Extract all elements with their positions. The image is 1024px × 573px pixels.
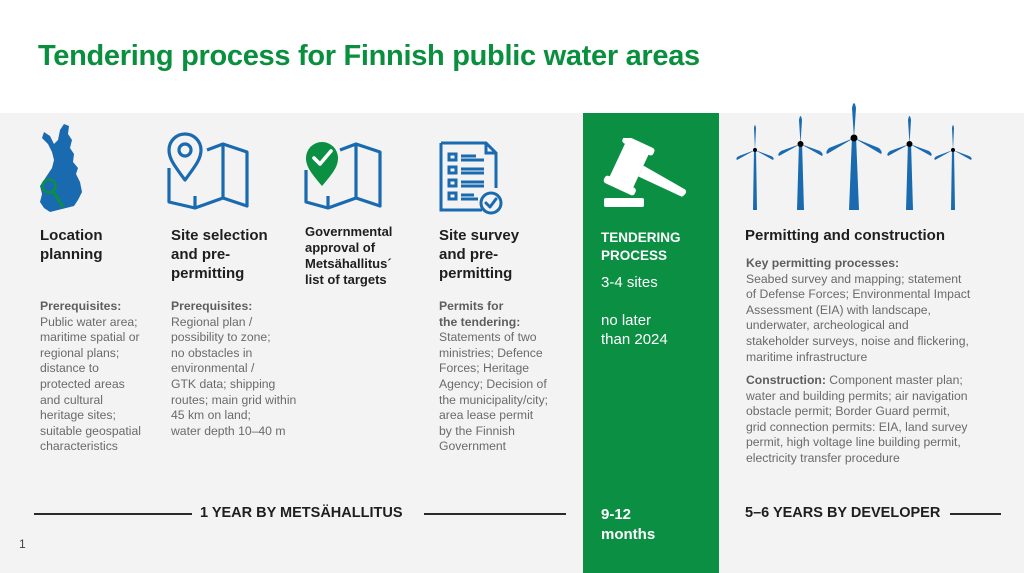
desc-line: regional plans;	[40, 345, 120, 360]
desc-heading: Construction:	[746, 373, 826, 387]
desc-line: suitable geospatial	[40, 423, 141, 438]
desc-line: Assessment (EIA) with landscape,	[746, 302, 931, 317]
step-government-approval-title	[305, 224, 392, 288]
desc-heading: Prerequisites:	[171, 299, 253, 313]
deadline-line: than 2024	[601, 331, 668, 348]
desc-line: grid connection permits: EIA, land survey	[746, 419, 968, 434]
desc-line: permit, high voltage line building permit,	[746, 435, 961, 450]
desc-line: Regional plan /	[171, 314, 253, 329]
desc-line: Public water area;	[40, 314, 138, 329]
title-line: list of targets	[305, 272, 387, 287]
title-line: Site selection	[171, 227, 268, 244]
desc-heading: Permits for	[439, 299, 504, 313]
title-line: approval of	[305, 240, 376, 255]
step-site-selection-title	[171, 226, 268, 283]
desc-line: protected areas	[40, 376, 125, 391]
wind-turbines-icon	[735, 98, 975, 214]
desc-line: environmental /	[171, 361, 255, 376]
step-site-survey-title	[439, 226, 519, 283]
desc-line: Component master plan;	[825, 373, 963, 387]
desc-line: area lease permit	[439, 408, 534, 423]
desc-line: of Defense Forces; Environmental Impact	[746, 287, 971, 302]
timeline-left-line-a	[34, 513, 192, 515]
desc-line: routes; main grid within	[171, 392, 297, 407]
desc-line: maritime spatial or	[40, 330, 140, 345]
key-permitting-desc	[746, 256, 1016, 365]
desc-line: water and building permits; air navigation	[746, 388, 968, 403]
deadline-line: no later	[601, 312, 652, 329]
tendering-sites: 3-4 sites	[601, 274, 658, 291]
desc-line: Seabed survey and mapping; statement	[746, 271, 962, 286]
desc-line: heritage sites;	[40, 408, 116, 423]
desc-line: GTK data; shipping	[171, 376, 276, 391]
title-line: permitting	[171, 265, 245, 282]
timeline-right-line	[950, 513, 1001, 515]
desc-line: electricity transfer procedure	[746, 450, 900, 465]
desc-line: stakeholder surveys, noise and flickering,	[746, 333, 969, 348]
timeline-metsahallitus-label: 1 YEAR BY METSÄHALLITUS	[200, 505, 403, 521]
desc-line: Forces; Heritage	[439, 361, 530, 376]
desc-line: ministries; Defence	[439, 345, 543, 360]
desc-line: Agency; Decision of	[439, 376, 547, 391]
duration-line: months	[601, 526, 656, 543]
desc-line: the municipality/city;	[439, 392, 549, 407]
title-line: PROCESS	[601, 248, 668, 263]
title-line: planning	[40, 246, 103, 263]
desc-line: by the Finnish	[439, 423, 515, 438]
desc-line: Statements of two	[439, 330, 537, 345]
step-site-selection-desc	[171, 299, 321, 439]
duration-line: 9-12	[601, 506, 632, 523]
desc-line: no obstacles in	[171, 345, 253, 360]
step-site-survey-desc	[439, 299, 579, 455]
desc-line: distance to	[40, 361, 99, 376]
step-location-planning-desc	[40, 299, 160, 455]
construction-first-line	[746, 373, 1016, 389]
tendering-deadline	[601, 311, 668, 349]
title-line: Governmental	[305, 224, 393, 239]
title-line: Metsähallitus´	[305, 256, 392, 271]
construction-desc	[746, 373, 1016, 467]
desc-line: Government	[439, 439, 507, 454]
title-line: Site survey	[439, 227, 520, 244]
title-line: permitting	[439, 265, 513, 282]
tendering-title	[601, 229, 681, 265]
timeline-left-line-b	[424, 513, 566, 515]
desc-line: maritime infrastructure	[746, 349, 868, 364]
desc-line: 45 km on land;	[171, 408, 251, 423]
permitting-title: Permitting and construction	[745, 227, 946, 244]
desc-line: characteristics	[40, 439, 118, 454]
desc-line: and cultural	[40, 392, 104, 407]
map-pin-icon	[165, 130, 253, 212]
timeline-developer-label: 5–6 YEARS BY DEVELOPER	[745, 505, 941, 521]
title-line: and pre-	[439, 246, 499, 263]
desc-heading: Key permitting processes:	[746, 256, 900, 270]
desc-heading: the tendering:	[439, 314, 521, 329]
finland-map-magnifier-icon	[36, 122, 86, 217]
desc-heading: Prerequisites:	[40, 299, 122, 313]
desc-line: water depth 10–40 m	[171, 423, 286, 438]
checklist-document-icon	[438, 140, 506, 216]
page-number: 1	[19, 537, 26, 551]
title-line: TENDERING	[601, 230, 681, 245]
step-location-planning-title	[40, 226, 103, 264]
desc-line: underwater, archeological and	[746, 318, 909, 333]
desc-line: possibility to zone;	[171, 330, 271, 345]
title-line: and pre-	[171, 246, 231, 263]
desc-line: obstacle permit; Border Guard permit,	[746, 404, 950, 419]
title-line: Location	[40, 227, 103, 244]
map-check-icon	[304, 140, 384, 212]
tendering-duration	[601, 505, 655, 545]
slide-title: Tendering process for Finnish public water areas	[38, 40, 700, 72]
gavel-icon	[598, 138, 694, 212]
